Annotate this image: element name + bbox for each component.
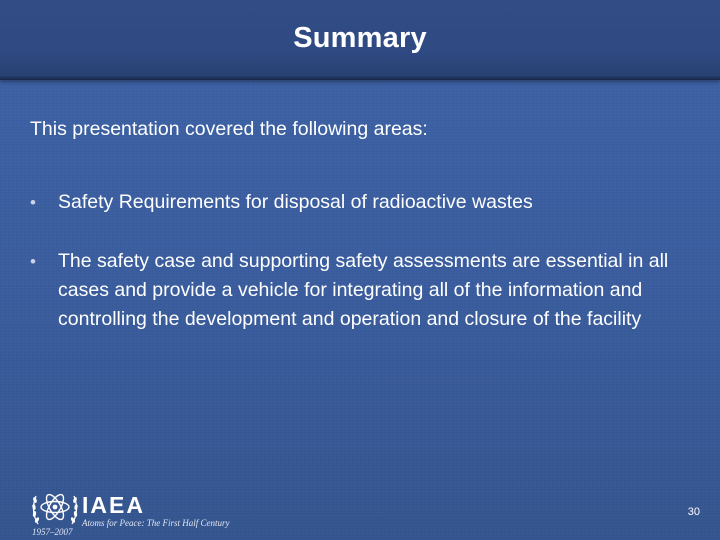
logo-tagline: Atoms for Peace: The First Half Century bbox=[82, 518, 230, 528]
page-number: 30 bbox=[687, 506, 700, 518]
logo-name: IAEA bbox=[82, 492, 145, 518]
iaea-logo bbox=[30, 484, 230, 540]
bullet-list bbox=[30, 188, 690, 364]
bullet-item bbox=[30, 247, 690, 334]
logo-years: 1957–2007 bbox=[32, 527, 73, 537]
bullet-item bbox=[30, 188, 690, 217]
bullet-icon: • bbox=[30, 193, 36, 212]
bullet-text: Safety Requirements for disposal of radioactive wastes bbox=[58, 191, 533, 213]
bullet-icon: • bbox=[30, 252, 36, 271]
slide-title: Summary bbox=[293, 22, 427, 54]
intro-text: This presentation covered the following areas: bbox=[30, 118, 428, 140]
bullet-text: The safety case and supporting safety assessments are essential in all cases and provide a vehicle for integrating all of the information and controlling the development and operation and closure of the facility bbox=[58, 250, 669, 330]
title-bar bbox=[0, 0, 720, 80]
atom-laurel-icon bbox=[30, 484, 80, 530]
